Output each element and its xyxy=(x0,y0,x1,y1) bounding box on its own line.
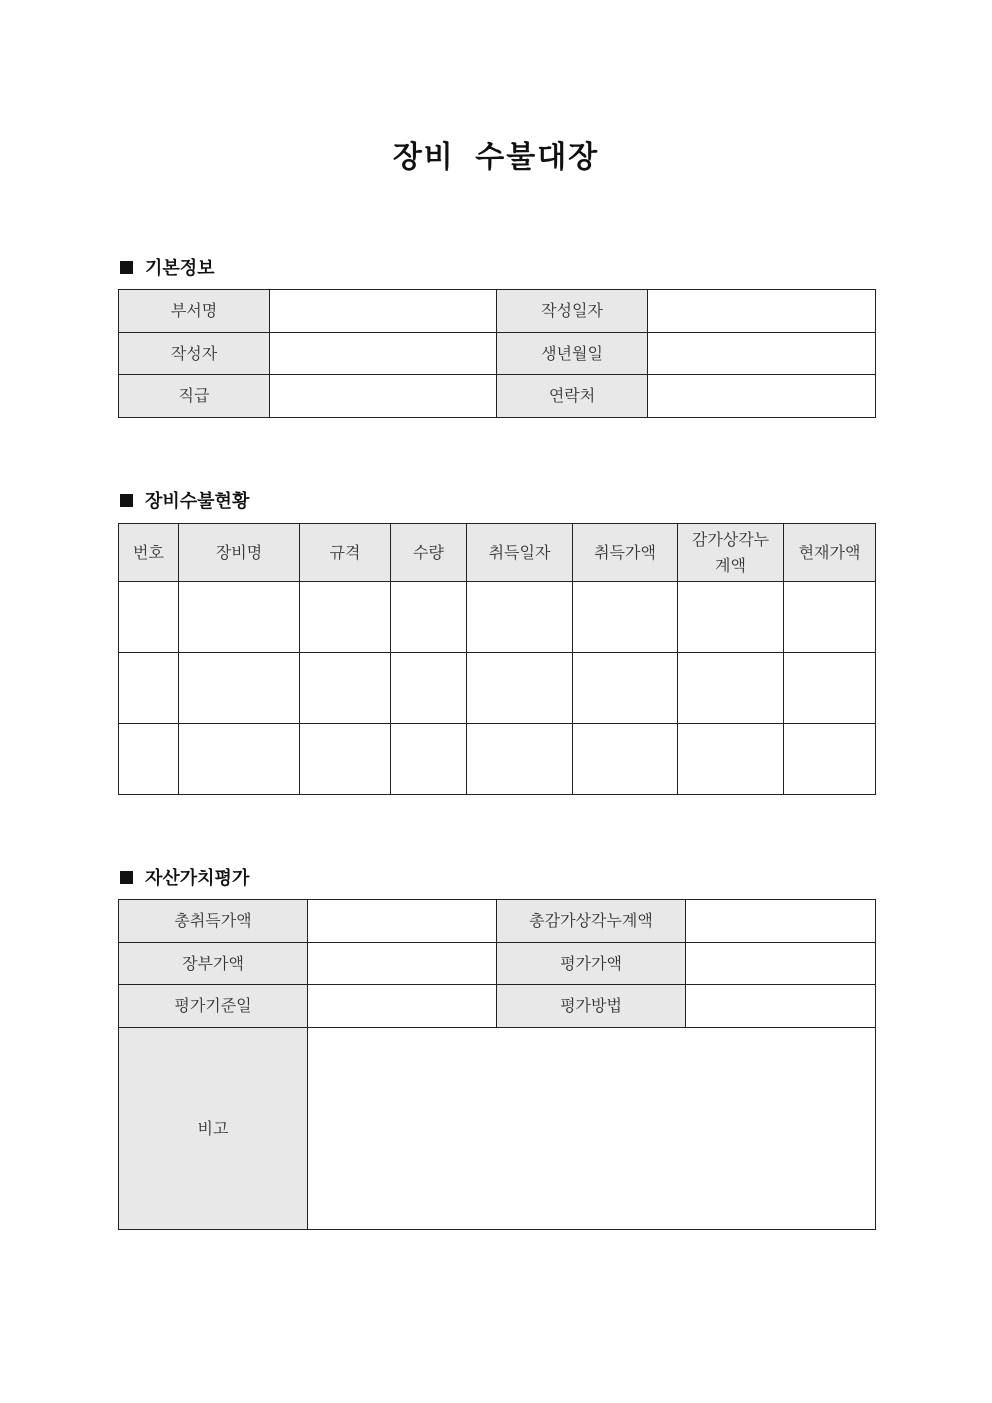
label-contact: 연락처 xyxy=(497,375,648,418)
square-bullet-icon xyxy=(120,494,133,507)
total-accumulated-depreciation-field[interactable] xyxy=(686,900,876,943)
position-field[interactable] xyxy=(270,375,497,418)
section-status-title: 장비수불현황 xyxy=(145,491,250,512)
remarks-field[interactable] xyxy=(308,1028,876,1230)
contact-field[interactable] xyxy=(648,375,876,418)
col-header-number: 번호 xyxy=(119,524,179,582)
col-header-accumulated-depreciation xyxy=(678,524,784,582)
section-valuation-title: 자산가치평가 xyxy=(145,868,250,889)
table-cell[interactable] xyxy=(573,582,678,653)
table-cell[interactable] xyxy=(573,724,678,795)
label-total-accumulated-depreciation: 총감가상각누계액 xyxy=(497,900,686,943)
asset-valuation-table xyxy=(118,899,876,1230)
table-header-row xyxy=(119,524,876,582)
label-author: 작성자 xyxy=(119,333,270,375)
table-cell[interactable] xyxy=(179,724,300,795)
label-book-value: 장부가액 xyxy=(119,943,308,985)
written-date-field[interactable] xyxy=(648,290,876,333)
label-written-date: 작성일자 xyxy=(497,290,648,333)
table-cell[interactable] xyxy=(467,653,573,724)
table-cell[interactable] xyxy=(467,724,573,795)
col-header-spec: 규격 xyxy=(300,524,391,582)
col-header-acquisition-date: 취득일자 xyxy=(467,524,573,582)
table-row xyxy=(119,900,876,943)
section-basic-title: 기본정보 xyxy=(145,258,215,279)
table-row xyxy=(119,582,876,653)
col-header-current-value: 현재가액 xyxy=(784,524,876,582)
label-total-acquisition-value: 총취득가액 xyxy=(119,900,308,943)
basic-info-table xyxy=(118,289,876,418)
col-header-quantity: 수량 xyxy=(391,524,467,582)
table-cell[interactable] xyxy=(119,582,179,653)
table-row xyxy=(119,375,876,418)
section-valuation-heading xyxy=(120,864,249,890)
col-header-accumulated-depreciation-line2: 계액 xyxy=(715,555,746,575)
table-cell[interactable] xyxy=(467,582,573,653)
valuation-date-field[interactable] xyxy=(308,985,497,1028)
table-cell[interactable] xyxy=(678,653,784,724)
table-cell[interactable] xyxy=(300,582,391,653)
author-field[interactable] xyxy=(270,333,497,375)
table-cell[interactable] xyxy=(784,724,876,795)
appraised-value-field[interactable] xyxy=(686,943,876,985)
table-row xyxy=(119,653,876,724)
label-department: 부서명 xyxy=(119,290,270,333)
book-value-field[interactable] xyxy=(308,943,497,985)
table-row xyxy=(119,724,876,795)
table-cell[interactable] xyxy=(784,653,876,724)
table-cell[interactable] xyxy=(300,724,391,795)
table-cell[interactable] xyxy=(391,582,467,653)
table-cell[interactable] xyxy=(678,724,784,795)
table-row xyxy=(119,943,876,985)
equipment-status-table xyxy=(118,523,876,795)
square-bullet-icon xyxy=(120,261,133,274)
table-row xyxy=(119,985,876,1028)
table-cell[interactable] xyxy=(573,653,678,724)
label-position: 직급 xyxy=(119,375,270,418)
valuation-method-field[interactable] xyxy=(686,985,876,1028)
department-field[interactable] xyxy=(270,290,497,333)
table-cell[interactable] xyxy=(119,724,179,795)
table-cell[interactable] xyxy=(179,653,300,724)
table-row xyxy=(119,333,876,375)
table-row xyxy=(119,290,876,333)
table-cell[interactable] xyxy=(678,582,784,653)
table-cell[interactable] xyxy=(784,582,876,653)
document-title: 장비 수불대장 xyxy=(392,140,600,175)
col-header-accumulated-depreciation-line1: 감가상각누 xyxy=(691,529,770,549)
col-header-equipment-name: 장비명 xyxy=(179,524,300,582)
total-acquisition-value-field[interactable] xyxy=(308,900,497,943)
label-valuation-date: 평가기준일 xyxy=(119,985,308,1028)
label-birthdate: 생년월일 xyxy=(497,333,648,375)
table-row xyxy=(119,1028,876,1230)
table-cell[interactable] xyxy=(300,653,391,724)
table-cell[interactable] xyxy=(391,653,467,724)
table-cell[interactable] xyxy=(391,724,467,795)
birthdate-field[interactable] xyxy=(648,333,876,375)
square-bullet-icon xyxy=(120,871,133,884)
table-cell[interactable] xyxy=(179,582,300,653)
section-status-heading xyxy=(120,487,249,513)
table-cell[interactable] xyxy=(119,653,179,724)
col-header-acquisition-value: 취득가액 xyxy=(573,524,678,582)
label-remarks: 비고 xyxy=(119,1028,308,1230)
label-appraised-value: 평가가액 xyxy=(497,943,686,985)
label-valuation-method: 평가방법 xyxy=(497,985,686,1028)
section-basic-heading xyxy=(120,254,215,280)
